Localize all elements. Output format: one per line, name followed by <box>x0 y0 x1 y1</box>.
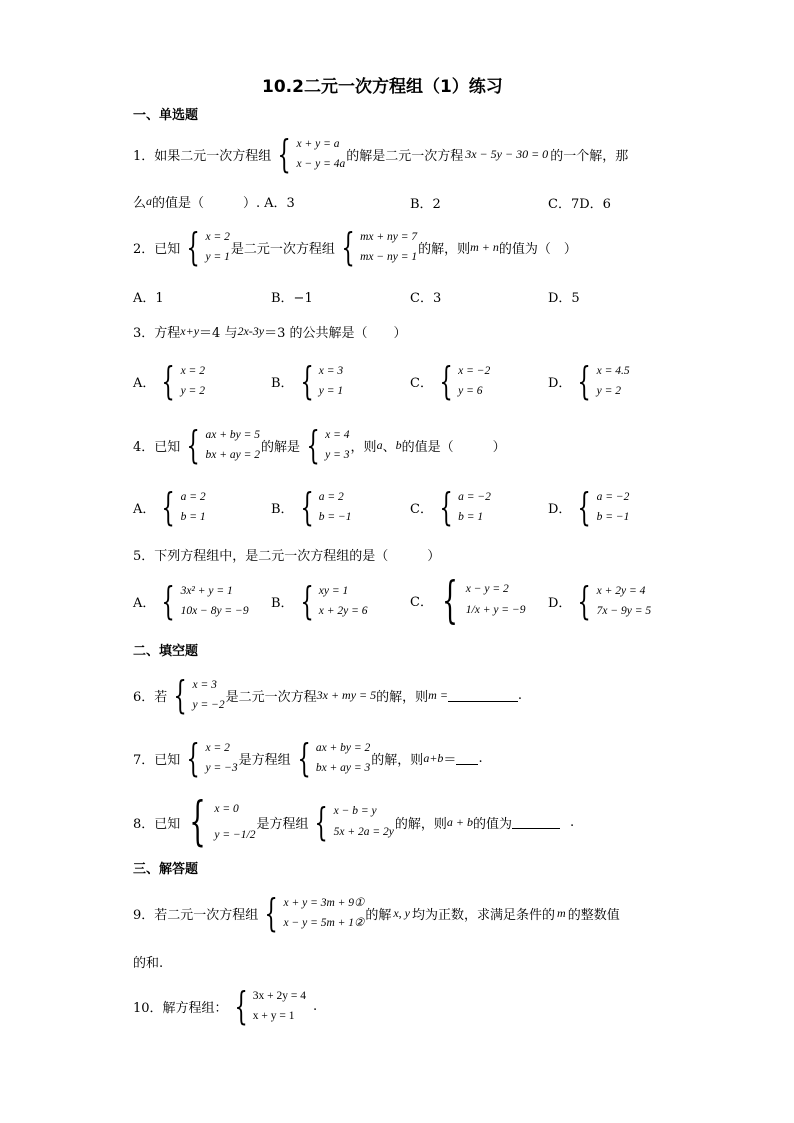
question-7: 7． 已知 { x = 2 y = −3 是方程组 { ax + by = 2 bx + ay = 3 的解，则 a+b ＝ . <box>133 736 483 780</box>
option-b[interactable]: B． { a = 2 b = −1 <box>271 485 352 529</box>
option-d[interactable]: D．5 <box>548 291 580 306</box>
solution-system: { x = 2 y = −3 <box>186 736 238 780</box>
equation-system: { mx + ny = 7 mx − ny = 1 <box>341 225 418 269</box>
question-4: 4． 已知 { ax + by = 5 bx + ay = 2 的解是 { x = 4 y = 3 ，则 a 、 b 的值是（ ） <box>133 423 506 467</box>
question-number: 1． <box>133 148 155 164</box>
option-d[interactable]: D． { a = −2 b = −1 <box>548 485 630 529</box>
option-c[interactable]: C． { a = −2 b = 1 <box>410 485 491 529</box>
answer-blank[interactable] <box>448 689 518 702</box>
option-a[interactable]: A．1 <box>133 291 164 306</box>
option-d[interactable]: D．6 <box>579 197 611 212</box>
option-a[interactable]: A． { a = 2 b = 1 <box>133 485 206 529</box>
equation-system: { x + y = 3m + 9① x − y = 5m + 1② <box>264 891 365 935</box>
equation-system: { x + y = a x − y = 4a <box>277 132 346 176</box>
section-heading-fill-blank: 二、填空题 <box>133 644 199 659</box>
question-3: 3． 方程 x+y ＝4 与 2x-3y ＝3 的公共解是（ ） <box>133 323 407 341</box>
question-1 <box>133 133 628 175</box>
option-a[interactable]: A．3 <box>264 195 295 211</box>
question-text: 如果二元一次方程组 <box>154 148 272 164</box>
answer-blank[interactable] <box>456 752 478 765</box>
question-10: 10． 解方程组： { 3x + 2y = 4 x + y = 1 . <box>133 984 318 1028</box>
option-c[interactable]: C． { x = −2 y = 6 <box>410 359 491 403</box>
answer-blank[interactable] <box>512 816 560 829</box>
option-b[interactable]: B． { xy = 1 x + 2y = 6 <box>271 579 368 623</box>
solution-system: { x = 3 y = −2 <box>173 673 225 717</box>
solution-system: { x = 2 y = 1 <box>186 225 230 269</box>
option-c[interactable]: C．3 <box>410 291 442 306</box>
question-5: 5． 下列方程组中，是二元一次方程组的是（ ） <box>133 548 441 564</box>
option-a[interactable]: A． { 3x² + y = 1 10x − 8y = −9 <box>133 579 249 623</box>
question-9: 9． 若二元一次方程组 { x + y = 3m + 9① x − y = 5m + 1② 的解 x, y 均为正数，求满足条件的 m 的整数值 <box>133 891 620 935</box>
question-2: 2． 已知 { x = 2 y = 1 是二元一次方程组 { mx + ny = 7 mx − ny = 1 的解，则 m + n 的值为（ ） <box>133 225 577 269</box>
question-6: 6． 若 { x = 3 y = −2 是二元一次方程 3x + my = 5 的解，则 m = . <box>133 673 523 717</box>
equation: 3x − 5y − 30 = 0 <box>465 146 549 161</box>
option-b[interactable]: B．2 <box>410 197 441 212</box>
question-1-line-2: 么 a 的值是（ ）. A．3 <box>133 193 295 211</box>
question-text: 的一个解，那 <box>550 148 629 164</box>
solution-system: { x = 4 y = 3 <box>306 423 350 467</box>
question-9-line-2: 的和. <box>133 956 164 971</box>
page-title: 10.2二元一次方程组（1）练习 <box>262 77 503 97</box>
option-c[interactable]: C．7 <box>548 197 580 212</box>
equation-system: { ax + by = 5 bx + ay = 2 <box>186 423 260 467</box>
option-b[interactable]: B． { x = 3 y = 1 <box>271 359 344 403</box>
option-a[interactable]: A． { x = 2 y = 2 <box>133 359 205 403</box>
option-c-d <box>548 193 611 212</box>
option-c[interactable]: C． { x − y = 2 1/x + y = −9 <box>410 571 526 629</box>
option-d[interactable]: D． { x = 4.5 y = 2 <box>548 359 630 403</box>
question-8: 8． 已知 { x = 0 y = −1/2 是方程组 { x − b = y 5x + 2a = 2y 的解，则 a + b 的值为 . <box>133 792 575 852</box>
section-heading-solve: 三、解答题 <box>133 862 199 877</box>
option-b[interactable]: B．−1 <box>271 291 313 306</box>
option-d[interactable]: D． { x + 2y = 4 7x − 9y = 5 <box>548 579 652 623</box>
equation-system: { 3x + 2y = 4 x + y = 1 <box>234 984 306 1028</box>
solution-system: { x = 0 y = −1/2 <box>189 792 256 852</box>
equation-system: { x − b = y 5x + 2a = 2y <box>314 800 394 844</box>
section-heading-single-choice: 一、单选题 <box>133 108 199 123</box>
question-text: 的解是二元一次方程 <box>346 148 464 164</box>
equation-system: { ax + by = 2 bx + ay = 3 <box>297 736 371 780</box>
